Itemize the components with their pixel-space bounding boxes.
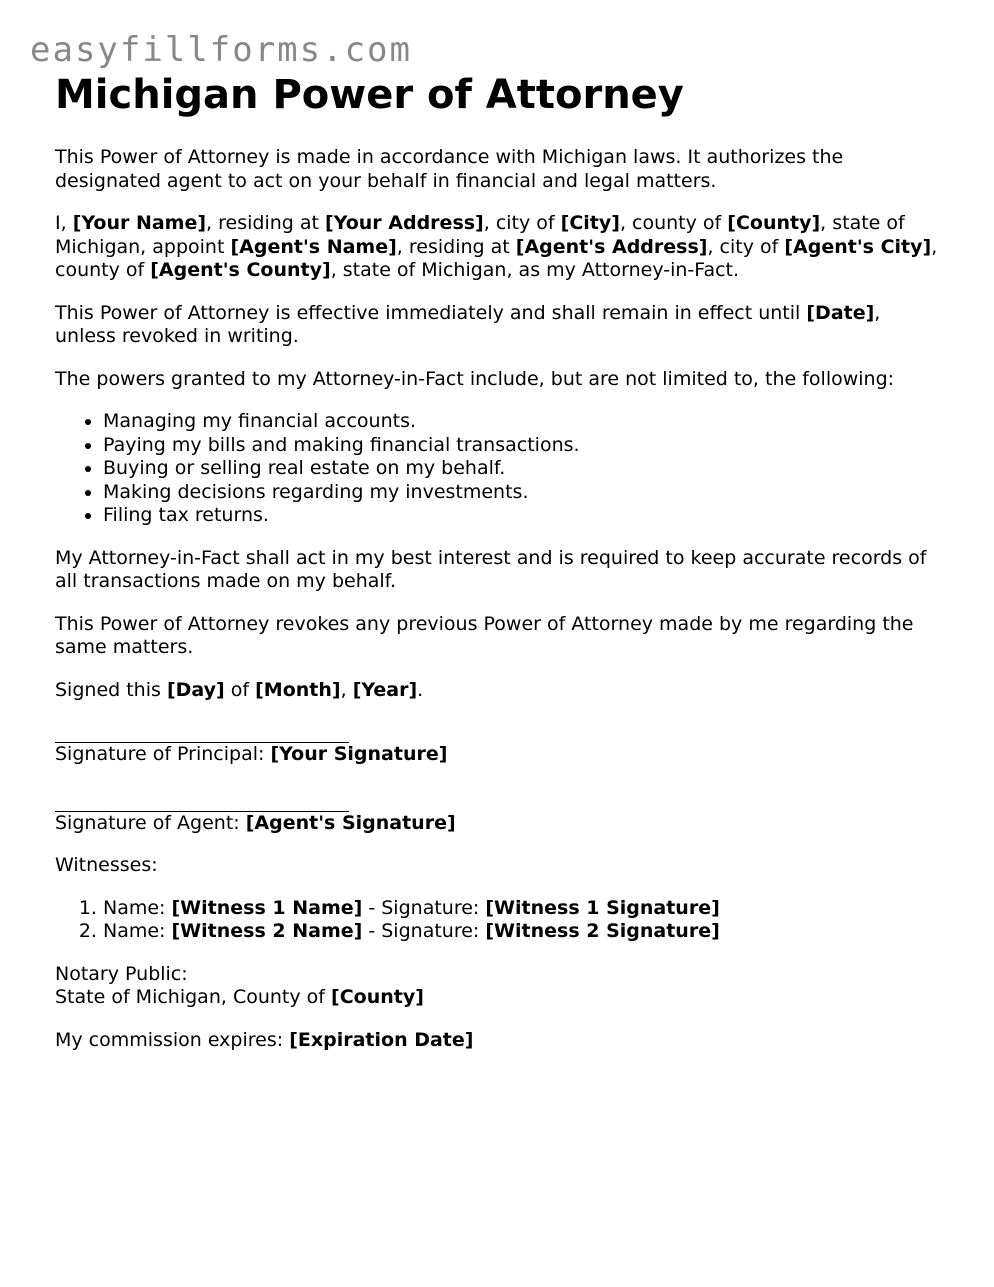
text: Signature of Agent: [55,811,246,834]
text: Signature of Principal: [55,743,271,765]
placeholder-expiration-date: [Expiration Date] [289,1028,474,1051]
text: , state of Michigan, as my Attorney-in-Fact. [330,259,740,281]
placeholder-year: [Year] [352,678,418,701]
placeholder-your-signature: [Your Signature] [270,743,448,765]
placeholder-witness-signature: [Witness 2 Signature] [485,920,720,942]
agent-signature-line[interactable] [55,790,349,812]
placeholder-county: [County] [727,212,821,234]
text: , state of Michigan, appoint [55,212,905,258]
principal-signature-label [55,743,945,767]
notary-label: Notary Public: [55,962,188,985]
signed-line [55,679,945,703]
text: Name: [103,920,172,942]
text: Signed this [55,678,167,701]
principal-signature-block [55,721,945,767]
powers-intro: The powers granted to my Attorney-in-Fact include, but are not limited to, the following: [55,367,895,390]
document-page [55,70,945,1071]
placeholder-day: [Day] [166,678,225,701]
commission-line [55,1029,945,1053]
text: State of Michigan, County of [55,986,332,1008]
witnesses-label: Witnesses: [55,854,158,876]
text: - Signature: [362,920,486,942]
principal-signature-line[interactable] [55,721,349,743]
text: , [340,678,353,701]
text: Name: [103,896,172,919]
placeholder-notary-county: [County] [331,986,424,1008]
placeholder-agent-address: [Agent's Address] [515,235,708,258]
text: , residing at [206,212,326,234]
text: , city of [483,212,561,234]
placeholder-date: [Date] [806,301,875,324]
agent-signature-label [55,812,945,836]
intro-paragraph: This Power of Attorney is made in accordance with Michigan laws. It authorizes the designated agent to act on your behalf in financial and legal matters. [55,146,844,192]
witness-item [103,920,945,944]
text: My commission expires: [55,1028,290,1051]
list-item: • Buying or selling real estate on my behalf. [103,457,945,481]
list-item: • Making decisions regarding my investments. [103,481,945,505]
notary-block [55,963,945,1010]
revocation-paragraph: This Power of Attorney revokes any previous Power of Attorney made by me regarding the same matters. [55,612,914,658]
placeholder-witness-name: [Witness 1 Name] [171,896,363,919]
effective-paragraph [55,302,945,349]
placeholder-city: [City] [560,212,620,234]
placeholder-witness-name: [Witness 2 Name] [171,920,363,942]
placeholder-agent-county: [Agent's County] [150,259,331,281]
document-title: Michigan Power of Attorney [55,72,684,118]
list-item: • Filing tax returns. [103,504,945,528]
text: I, [55,212,73,234]
powers-list [55,410,945,528]
text: , residing at [396,235,516,258]
text: This Power of Attorney is effective immediately and shall remain in effect until [55,301,807,324]
agent-signature-block [55,790,945,836]
text: - Signature: [362,896,486,919]
text: of [224,678,256,701]
list-item: • Managing my financial accounts. [103,410,945,434]
watermark: easyfillforms.com [30,30,412,70]
text: , unless revoked in writing. [55,301,881,347]
list-item: • Paying my bills and making financial transactions. [103,434,945,458]
text: , county of [55,235,938,281]
text: , city of [707,235,785,258]
placeholder-agent-signature: [Agent's Signature] [245,811,456,834]
text: . [417,678,424,701]
duty-paragraph: My Attorney-in-Fact shall act in my best interest and is required to keep accurate records of all transactions made on my behalf. [55,546,927,592]
placeholder-agent-name: [Agent's Name] [230,235,397,258]
witness-item [103,897,945,921]
placeholder-your-address: [Your Address] [325,212,484,234]
text: , county of [619,212,728,234]
appointment-paragraph [55,212,945,283]
witnesses-list [55,897,945,944]
placeholder-month: [Month] [255,678,341,701]
placeholder-your-name: [Your Name] [72,212,207,234]
placeholder-agent-city: [Agent's City] [784,235,932,258]
placeholder-witness-signature: [Witness 1 Signature] [485,896,720,919]
